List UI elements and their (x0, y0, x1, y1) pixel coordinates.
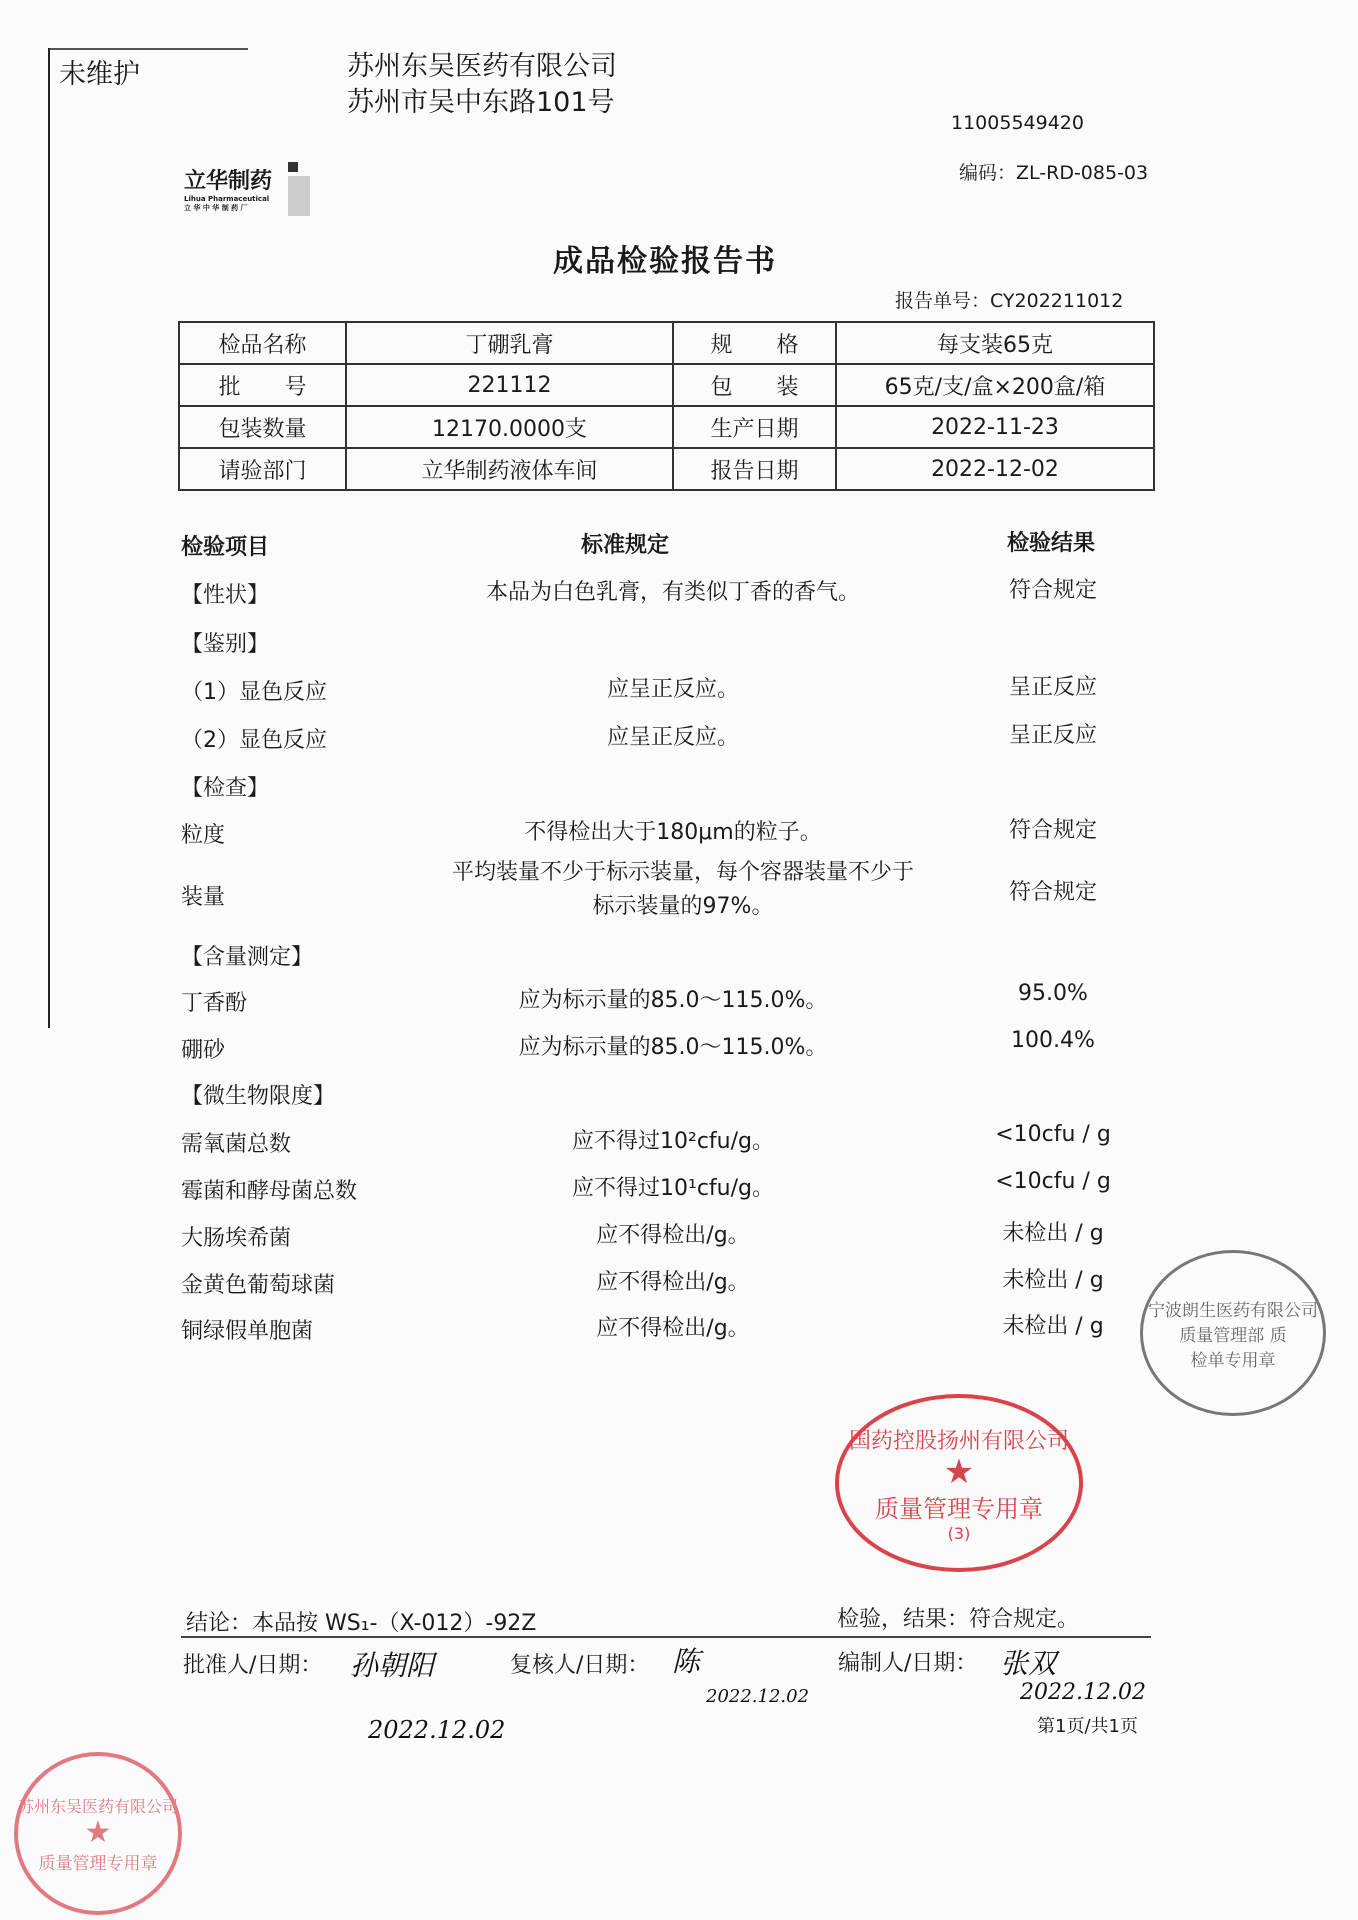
label-cell: 规 格 (673, 322, 836, 364)
stamp-ring-text: 国药控股扬州有限公司 (848, 1428, 1069, 1454)
test-item: 需氧菌总数 (181, 1132, 292, 1157)
test-item: 金黄色葡萄球菌 (181, 1273, 336, 1298)
test-item: 霉菌和酵母菌总数 (181, 1179, 358, 1204)
test-standard: 应为标示量的85.0～115.0%。 (518, 1035, 828, 1060)
test-standard: 本品为白色乳膏，有类似丁香的香气。 (485, 580, 861, 605)
label-cell: 报告日期 (673, 448, 836, 490)
reviewer-label: 复核人/日期： (510, 1653, 650, 1678)
value-cell: 丁硼乳膏 (346, 322, 673, 364)
test-item: 铜绿假单胞菌 (181, 1319, 314, 1344)
value-cell: 12170.0000支 (346, 406, 673, 448)
company-address: 苏州市吴中东路101号 (347, 87, 615, 118)
document-number: 11005549420 (951, 112, 1084, 134)
test-item: （2）显色反应 (181, 728, 327, 753)
test-result: 100.4% (1011, 1028, 1095, 1053)
table-row (179, 322, 1154, 364)
quality-stamp-red (835, 1394, 1083, 1572)
table-row (179, 406, 1154, 448)
stamp-center-text: 质量管理部 质检单专用章 (1179, 1325, 1287, 1371)
test-result: 95.0% (1018, 981, 1088, 1006)
label-cell: 包装数量 (179, 406, 346, 448)
test-result: 未检出 / g (1002, 1314, 1104, 1339)
value-cell: 221112 (346, 364, 673, 406)
logo-sub: 立 华 中 华 制 药 厂 (184, 204, 248, 212)
test-standard: 不得检出大于180μm的粒子。 (524, 820, 822, 845)
test-item: 【微生物限度】 (181, 1084, 336, 1109)
scan-border (48, 48, 50, 1028)
test-standard: 应不得检出/g。 (596, 1270, 750, 1295)
test-result: 未检出 / g (1002, 1268, 1104, 1293)
test-standard-line2: 标示装量的97%。 (592, 894, 774, 919)
report-number: 报告单号：CY202211012 (895, 290, 1124, 312)
star-icon: ★ (84, 1814, 112, 1850)
conclusion-text: 结论：本品按 WS₁-（X-012）-92Z (186, 1611, 537, 1636)
test-item: 丁香酚 (181, 991, 248, 1016)
quality-stamp-bottom-left (14, 1752, 182, 1915)
stamp-center-text: 质量管理专用章 (875, 1494, 1043, 1523)
test-item: 大肠埃希菌 (181, 1226, 292, 1251)
table-row (179, 448, 1154, 490)
test-item: 装量 (181, 885, 226, 910)
test-item: 【性状】 (181, 583, 270, 608)
value-cell: 65克/支/盒×200盒/箱 (836, 364, 1154, 406)
preparer-label: 编制人/日期： (838, 1651, 978, 1676)
test-result: 呈正反应 (1008, 723, 1098, 748)
value-cell: 每支装65克 (836, 322, 1154, 364)
scan-border (48, 48, 248, 50)
label-cell: 请验部门 (179, 448, 346, 490)
label-cell: 包 装 (673, 364, 836, 406)
approver-label: 批准人/日期： (183, 1653, 323, 1678)
logo-mark-icon (288, 176, 310, 216)
stamp-ring-text: 苏州东吴医药有限公司 (18, 1796, 179, 1816)
test-standard: 应为标示量的85.0～115.0%。 (518, 988, 828, 1013)
test-standard: 应不得过10²cfu/g。 (572, 1129, 774, 1154)
stamp-number: (3) (947, 1523, 971, 1543)
test-standard: 应不得检出/g。 (596, 1223, 750, 1248)
divider (181, 1636, 1151, 1638)
test-item: 【鉴别】 (181, 632, 270, 657)
test-item: 【含量测定】 (181, 945, 314, 970)
page-number: 第1页/共1页 (1037, 1716, 1138, 1737)
table-row (179, 364, 1154, 406)
test-result: 未检出 / g (1002, 1221, 1104, 1246)
test-result: <10cfu / g (995, 1169, 1111, 1194)
star-icon: ★ (943, 1451, 975, 1492)
label-cell: 批 号 (179, 364, 346, 406)
label-cell: 生产日期 (673, 406, 836, 448)
test-standard: 应不得检出/g。 (596, 1316, 750, 1341)
test-standard: 应呈正反应。 (606, 677, 740, 702)
label-cell: 检品名称 (179, 322, 346, 364)
quality-stamp-gray (1140, 1250, 1326, 1416)
test-item: （1）显色反应 (181, 680, 327, 705)
test-standard: 应呈正反应。 (606, 725, 740, 750)
value-cell: 立华制药液体车间 (346, 448, 673, 490)
test-standard: 应不得过10¹cfu/g。 (572, 1176, 774, 1201)
value-cell: 2022-12-02 (836, 448, 1154, 490)
reviewer-date: 2022.12.02 (706, 1686, 810, 1707)
form-code: 编码：ZL-RD-085-03 (959, 162, 1149, 184)
logo-english: Lihua Pharmaceutical (184, 195, 270, 203)
stamp-ring-text: 宁波朗生医药有限公司 (1148, 1300, 1318, 1321)
company-name: 苏州东吴医药有限公司 (347, 51, 617, 82)
logo-name: 立华制药 (184, 169, 273, 194)
approver-date: 2022.12.02 (368, 1716, 506, 1744)
approver-signature: 孙朝阳 (350, 1649, 435, 1682)
reviewer-signature: 陈 (672, 1645, 701, 1678)
test-result: 符合规定 (1008, 818, 1098, 843)
preparer-date: 2022.12.02 (1020, 1680, 1146, 1705)
conclusion-result: 检验，结果：符合规定。 (837, 1607, 1080, 1632)
page-title: 成品检验报告书 (553, 244, 777, 279)
column-header-item: 检验项目 (181, 535, 270, 560)
test-standard: 平均装量不少于标示装量，每个容器装量不少于 (451, 860, 915, 885)
test-result: 呈正反应 (1008, 675, 1098, 700)
preparer-signature: 张双 (1000, 1647, 1057, 1680)
company-logo (184, 164, 272, 213)
column-header-result: 检验结果 (1006, 531, 1096, 556)
test-item: 硼砂 (181, 1038, 226, 1063)
value-cell: 2022-11-23 (836, 406, 1154, 448)
column-header-standard: 标准规定 (580, 533, 670, 558)
status-label: 未维护 (59, 59, 140, 90)
stamp-center-text: 质量管理专用章 (38, 1853, 158, 1874)
logo-mark-icon (288, 162, 298, 172)
test-result: <10cfu / g (995, 1122, 1111, 1147)
test-item: 【检查】 (181, 776, 270, 801)
test-result: 符合规定 (1008, 578, 1098, 603)
product-info-table (178, 321, 1155, 491)
test-result: 符合规定 (1008, 880, 1098, 905)
test-item: 粒度 (181, 823, 226, 848)
